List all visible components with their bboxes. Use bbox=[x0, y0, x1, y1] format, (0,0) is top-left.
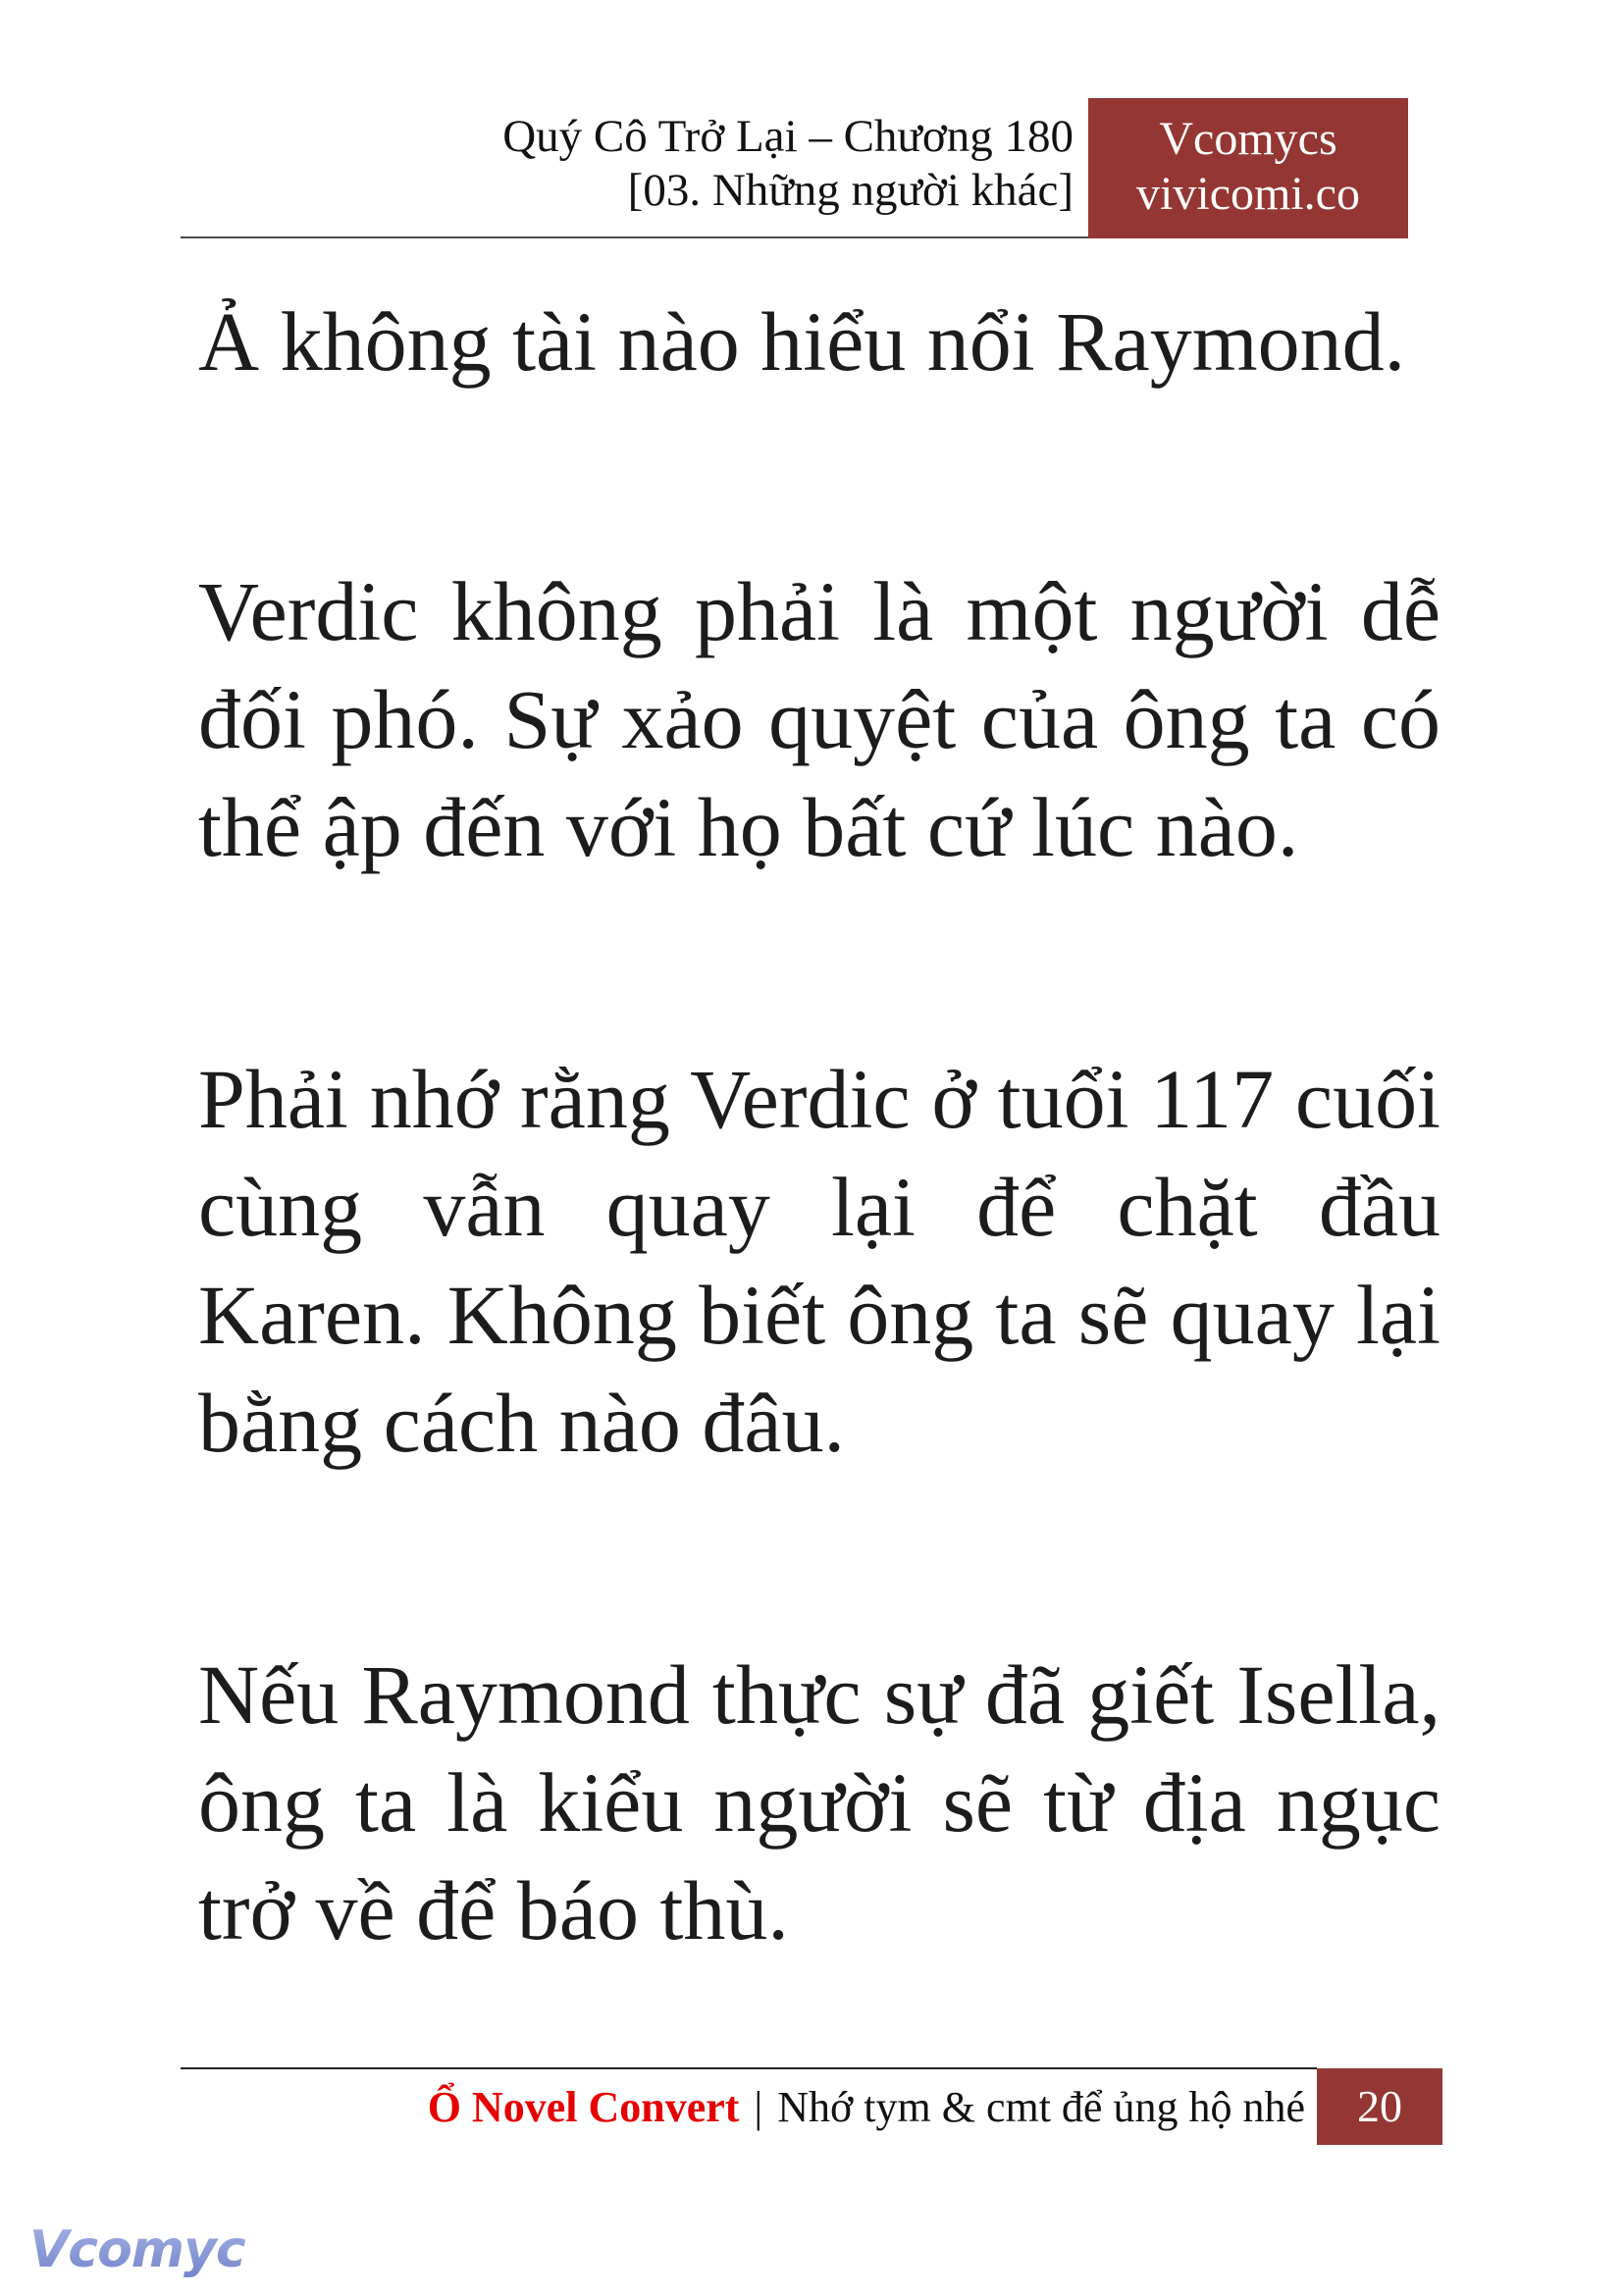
paragraph: Verdic không phải là một người dễ đối phó. Sự xảo quyệt của ông ta có thể ập đến với họ bất cứ lúc nào. bbox=[198, 564, 1441, 874]
page-body bbox=[198, 287, 1441, 2128]
footer-message: Nhớ tym & cmt để ủng hộ nhé bbox=[777, 2083, 1305, 2131]
header-divider bbox=[181, 236, 1088, 238]
paragraph: Nếu Raymond thực sự đã giết Isella, ông ta là kiểu người sẽ từ địa ngục trở về để báo thù. bbox=[198, 1647, 1441, 1957]
page-number: 20 bbox=[1317, 2068, 1442, 2145]
brand-name: Vcomycs bbox=[1159, 113, 1337, 165]
chapter-subtitle: [03. Những người khác] bbox=[627, 165, 1074, 216]
chapter-title: Quý Cô Trở Lại – Chương 180 bbox=[502, 111, 1074, 162]
paragraph: Phải nhớ rằng Verdic ở tuổi 117 cuối cùng vẫn quay lại để chặt đầu Karen. Không biết ông ta sẽ quay lại bằng cách nào đâu. bbox=[198, 1052, 1441, 1470]
chapter-header bbox=[181, 110, 1074, 218]
footer-brand: Ổ Novel Convert bbox=[427, 2083, 740, 2131]
brand-badge bbox=[1088, 98, 1408, 238]
brand-site: vivicomi.co bbox=[1136, 168, 1360, 220]
footer-divider bbox=[181, 2067, 1317, 2069]
vcomycs-logo-icon: Vcomycs bbox=[29, 2216, 245, 2284]
paragraph: Ả không tài nào hiểu nổi Raymond. bbox=[198, 294, 1406, 389]
footer bbox=[181, 2078, 1305, 2137]
footer-separator: | bbox=[754, 2083, 763, 2131]
